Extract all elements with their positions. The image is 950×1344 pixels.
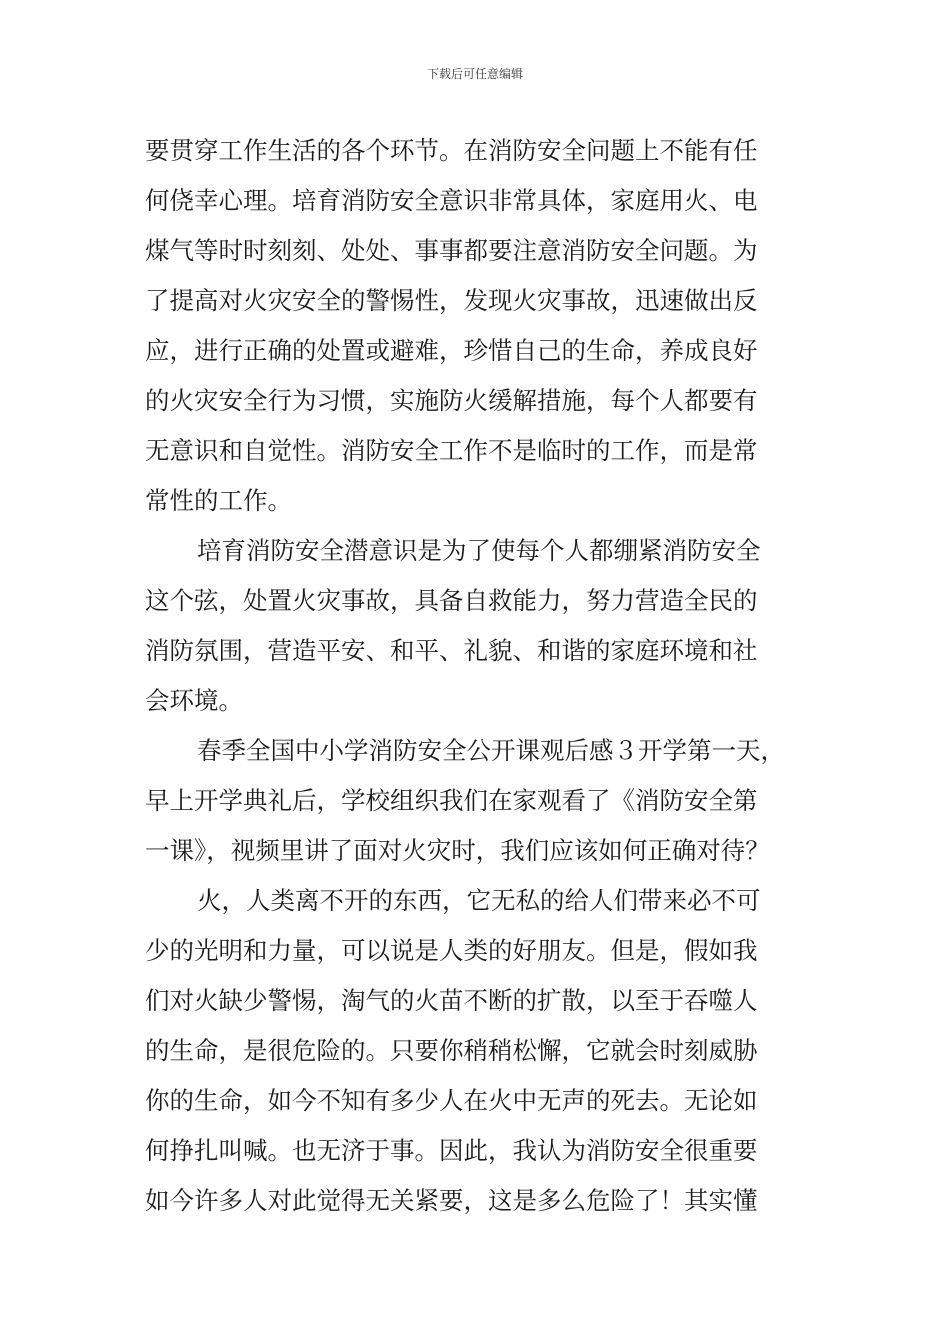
text-line: 要贯穿工作生活的各个环节。在消防安全问题上不能有任 (145, 136, 758, 165)
paragraph-first-line: 春季全国中小学消防安全公开课观后感３开学第一天， (197, 736, 785, 765)
page-header: 下载后可任意编辑 (426, 67, 523, 81)
paragraph-first-line: 火，人类离不开的东西，它无私的给人们带来必不可 (197, 886, 761, 915)
text-line: 们对火缺少警惕，淘气的火苗不断的扩散，以至于吞噬人 (145, 986, 758, 1015)
text-line: 少的光明和力量，可以说是人类的好朋友。但是，假如我 (145, 936, 758, 965)
text-line: 你的生命，如今不知有多少人在火中无声的死去。无论如 (145, 1086, 758, 1115)
text-line: 无意识和自觉性。消防安全工作不是临时的工作，而是常 (145, 436, 758, 465)
text-line: 如今许多人对此觉得无关紧要，这是多么危险了！其实懂 (145, 1186, 758, 1215)
text-line: 常性的工作。 (145, 486, 292, 515)
text-line: 何挣扎叫喊。也无济于事。因此，我认为消防安全很重要 (145, 1136, 758, 1165)
text-line: 消防氛围，营造平安、和平、礼貌、和谐的家庭环境和社 (145, 636, 758, 665)
document-body (145, 126, 813, 1226)
text-line: 会环境。 (145, 686, 243, 715)
text-line: 一课》，视频里讲了面对火灾时，我们应该如何正确对待？ (145, 836, 770, 865)
text-line: 了提高对火灾安全的警惕性，发现火灾事故，迅速做出反 (145, 286, 758, 315)
text-line: 这个弦，处置火灾事故，具备自救能力，努力营造全民的 (145, 586, 758, 615)
text-line: 煤气等时时刻刻、处处、事事都要注意消防安全问题。为 (145, 236, 758, 265)
paragraph-first-line: 培育消防安全潜意识是为了使每个人都绷紧消防安全 (197, 536, 761, 565)
text-line: 的火灾安全行为习惯，实施防火缓解措施，每个人都要有 (145, 386, 758, 415)
text-line: 早上开学典礼后，学校组织我们在家观看了《消防安全第 (145, 786, 758, 815)
text-line: 何侥幸心理。培育消防安全意识非常具体，家庭用火、电 (145, 186, 758, 215)
text-line: 应，进行正确的处置或避难，珍惜自己的生命，养成良好 (145, 336, 758, 365)
text-line: 的生命，是很危险的。只要你稍稍松懈，它就会时刻威胁 (145, 1036, 758, 1065)
